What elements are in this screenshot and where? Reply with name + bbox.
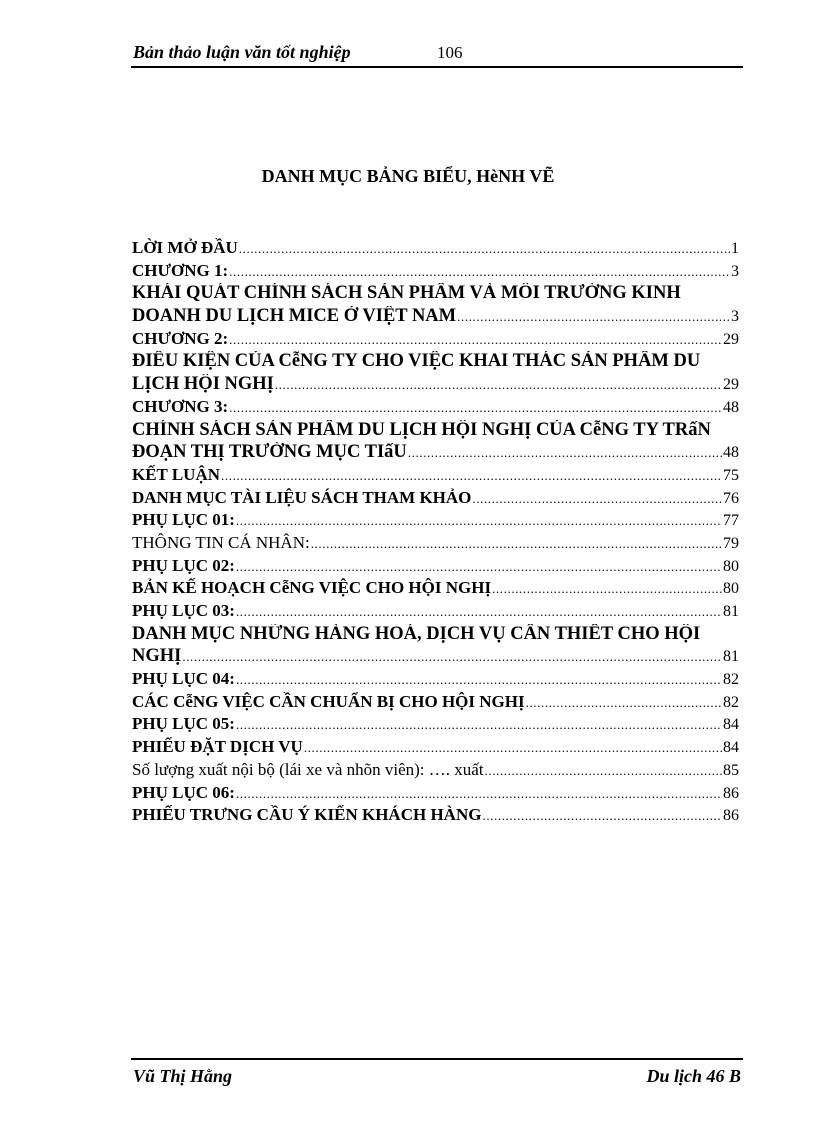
toc-leader-dots (236, 510, 722, 530)
toc-leader-dots (229, 329, 722, 349)
toc-leader-dots (485, 760, 722, 780)
toc-entry-title: NGHỊ (132, 646, 182, 667)
toc-entry-title: CHƯƠNG 2: (132, 328, 229, 348)
toc-leader-dots (408, 442, 722, 462)
toc-leader-dots (304, 737, 722, 757)
toc-entry-title: Số lượng xuất nội bộ (lái xe và nhõn viên): …. xuất (132, 759, 484, 779)
toc-leader-dots (311, 533, 722, 553)
toc-leader-dots (482, 805, 722, 825)
toc-entry (132, 805, 739, 828)
toc-entry (132, 624, 739, 647)
toc-entry (132, 488, 739, 511)
toc-leader-dots (457, 306, 730, 326)
toc-leader-dots (229, 397, 722, 417)
toc-entry (132, 238, 739, 261)
toc-entry (132, 533, 739, 556)
toc-entry (132, 669, 739, 692)
toc-entry-title: DANH MỤC NHỮNG HÀNG HOÁ, DỊCH VỤ CẦN THIẾT CHO HỘI (132, 623, 701, 644)
toc-leader-dots (182, 646, 722, 666)
footer-class: Du lịch 46 B (646, 1066, 741, 1086)
toc-entry (132, 442, 739, 465)
toc-entry-page: 82 (723, 693, 739, 711)
toc-entry-page: 80 (723, 580, 739, 598)
toc-entry-title: CHƯƠNG 3: (132, 396, 229, 416)
toc-entry-page: 86 (723, 807, 739, 825)
table-of-contents (132, 238, 739, 828)
toc-entry-page: 81 (723, 603, 739, 620)
toc-entry-title: PHIẾU ĐẶT DỊCH VỤ (132, 737, 303, 757)
toc-entry (132, 601, 739, 624)
page-footer (131, 1058, 743, 1086)
toc-entry-title: PHỤ LỤC 04: (132, 669, 235, 689)
toc-entry-page: 86 (723, 784, 739, 802)
toc-entry-page: 75 (723, 466, 739, 484)
toc-entry-page: 79 (723, 534, 739, 552)
toc-leader-dots (236, 714, 722, 734)
toc-entry-page: 29 (723, 330, 739, 348)
toc-leader-dots (221, 465, 722, 485)
toc-entry (132, 465, 739, 488)
toc-entry (132, 714, 739, 737)
header-page-number: 106 (437, 43, 463, 62)
toc-entry-page: 77 (723, 512, 739, 530)
toc-entry-title: DANH MỤC TÀI LIỆU SÁCH THAM KHẢO (132, 487, 472, 507)
toc-entry-title: KẾT LUẬN (132, 464, 221, 484)
toc-entry-title: PHỤ LỤC 05: (132, 714, 235, 734)
toc-entry-title: ĐOẠN THỊ TRƯỜNG MỤC TIấU (132, 442, 407, 463)
toc-leader-dots (229, 261, 730, 281)
toc-entry-title: PHỤ LỤC 03: (132, 601, 235, 620)
toc-entry-title: PHIẾU TRƯNG CẦU Ý KIẾN KHÁCH HÀNG (132, 805, 482, 825)
toc-entry-page: 3 (731, 308, 739, 326)
toc-entry-page: 48 (723, 444, 739, 462)
toc-entry (132, 760, 739, 783)
toc-entry-page: 3 (731, 262, 739, 280)
toc-entry-page: 81 (723, 648, 739, 666)
toc-entry (132, 646, 739, 669)
toc-entry (132, 261, 739, 284)
toc-leader-dots (526, 692, 722, 712)
toc-entry-title: THÔNG TIN CÁ NHÂN: (132, 532, 310, 552)
toc-entry (132, 397, 739, 420)
toc-entry-title: LỜI MỞ ĐẦU (132, 238, 238, 257)
toc-entry-title: PHỤ LỤC 02: (132, 555, 235, 575)
toc-entry-page: 48 (723, 398, 739, 416)
toc-entry-title: CÁC CễNG VIỆC CẦN CHUẨN BỊ CHO HỘI NGHỊ (132, 691, 525, 711)
toc-entry (132, 692, 739, 715)
toc-leader-dots (236, 669, 722, 689)
toc-entry-page: 29 (723, 376, 739, 394)
toc-entry-page: 84 (723, 716, 739, 734)
toc-entry (132, 283, 739, 306)
toc-leader-dots (492, 578, 722, 598)
toc-entry-title: CHÍNH SÁCH SẢN PHẨM DU LỊCH HỘI NGHỊ CỦA CễNG TY TRấN (132, 419, 711, 440)
toc-entry-page: 80 (723, 557, 739, 575)
toc-entry-page: 85 (723, 761, 739, 779)
toc-entry (132, 374, 739, 397)
toc-entry-title: PHỤ LỤC 06: (132, 782, 235, 802)
toc-entry (132, 351, 739, 374)
toc-entry (132, 578, 739, 601)
toc-entry-page: 82 (723, 671, 739, 689)
toc-entry-title: ĐIỀU KIỆN CỦA CễNG TY CHO VIỆC KHAI THÁC SẢN PHẨM DU (132, 351, 701, 372)
toc-leader-dots (239, 238, 730, 258)
header-title: Bản thảo luận văn tốt nghiệp (133, 42, 351, 62)
footer-author: Vũ Thị Hằng (133, 1066, 233, 1086)
toc-leader-dots (236, 556, 722, 576)
toc-entry-title: PHỤ LỤC 01: (132, 510, 235, 530)
toc-leader-dots (275, 374, 722, 394)
toc-entry-title: BẢN KẾ HOẠCH CễNG VIỆC CHO HỘI NGHỊ (132, 578, 492, 598)
toc-entry (132, 556, 739, 579)
toc-entry (132, 329, 739, 352)
toc-entry-page: 84 (723, 739, 739, 757)
toc-entry (132, 737, 739, 760)
toc-entry (132, 783, 739, 806)
toc-entry-title: CHƯƠNG 1: (132, 260, 229, 280)
toc-entry (132, 306, 739, 329)
toc-leader-dots (236, 783, 722, 803)
toc-leader-dots (472, 488, 722, 508)
toc-entry-title: KHÁI QUÁT CHÍNH SÁCH SẢN PHẨM VÀ MÔI TRƯỜNG KINH (132, 283, 681, 304)
toc-entry-page: 76 (723, 489, 739, 507)
page-title: DANH MỤC BẢNG BIỂU, HèNH VẼ (261, 166, 555, 186)
page-header (131, 44, 743, 68)
toc-leader-dots (236, 601, 722, 621)
toc-entry-title: LỊCH HỘI NGHỊ (132, 374, 274, 395)
toc-entry-title: DOANH DU LỊCH MICE Ở VIỆT NAM (132, 306, 457, 327)
toc-entry (132, 510, 739, 533)
toc-entry-page: 1 (731, 240, 739, 257)
toc-entry (132, 420, 739, 443)
